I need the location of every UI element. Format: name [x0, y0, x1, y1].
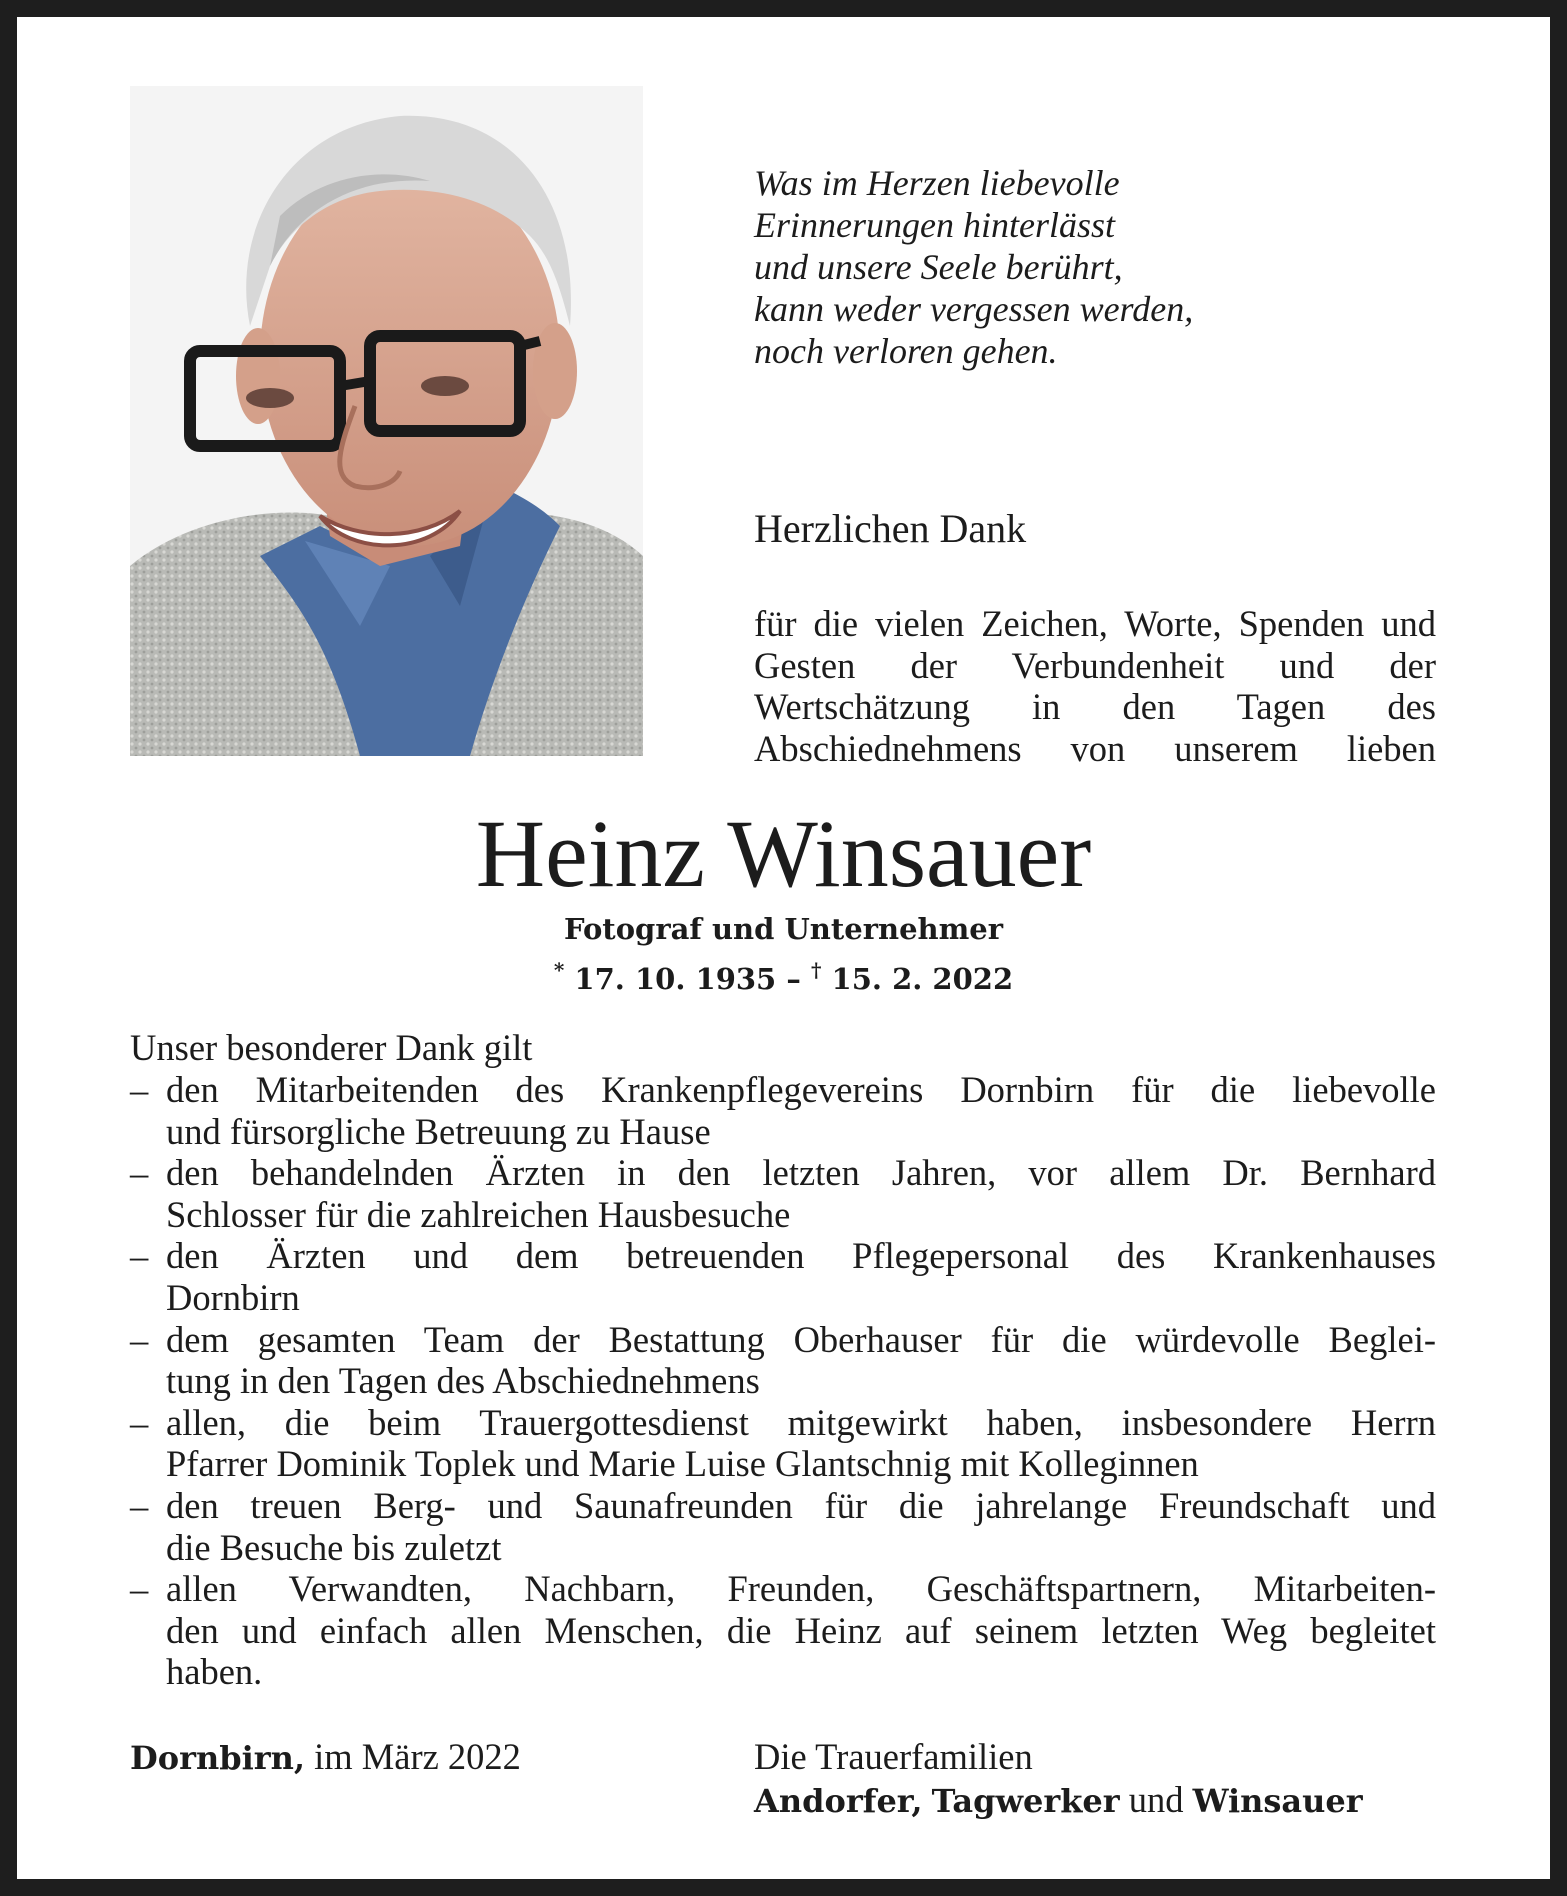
list-item-line: – den Ärzten und dem betreuenden Pflegepersonal des Krankenhauses [166, 1235, 1436, 1277]
portrait-illustration [130, 86, 643, 756]
list-item-line: Dornbirn [166, 1276, 300, 1318]
quote-line: Was im Herzen liebevolle [754, 163, 1120, 203]
quote-line: kann weder vergessen werden, [754, 289, 1194, 329]
list-item-line: – dem gesamten Team der Bestattung Oberhauser für die würdevolle Beglei- [166, 1318, 1436, 1360]
list-item [130, 1235, 1436, 1318]
list-item-line: – den Mitarbeitenden des Krankenpflegevereins Dornbirn für die liebevolle [166, 1069, 1436, 1110]
list-item [130, 1069, 1436, 1152]
list-item-line: – den treuen Berg- und Saunafreunden für die jahrelange Freundschaft und [166, 1484, 1436, 1526]
list-item-line: Pfarrer Dominik Toplek und Marie Luise Glantschnig mit Kolleginnen [166, 1443, 1199, 1485]
special-thanks-list [130, 1069, 1436, 1693]
list-item-line: Schlosser für die zahlreichen Hausbesuche [166, 1193, 791, 1235]
list-item-line: tung in den Tagen des Abschiednehmens [166, 1360, 760, 1402]
deceased-name: Heinz Winsauer [475, 800, 1092, 907]
list-item-line: den und einfach allen Menschen, die Heinz auf seinem letzten Weg begleitet [166, 1609, 1436, 1651]
families-intro: Die Trauerfamilien [754, 1736, 1033, 1777]
portrait-photo [130, 86, 643, 756]
list-item-line: haben. [166, 1651, 263, 1693]
date: im März 2022 [305, 1736, 521, 1777]
birth-symbol: * [553, 958, 565, 982]
thanks-paragraph: für die vielen Zeichen, Worte, Spenden und Gesten der Verbundenheit und der Wertschätzung in den Tagen des Abschiednehmens von unserem lieben [754, 603, 1436, 769]
special-thanks-intro: Unser besonderer Dank gilt [130, 1027, 533, 1068]
list-item [130, 1402, 1436, 1485]
list-item-line: – allen, die beim Trauergottesdienst mitgewirkt haben, insbesondere Herrn [166, 1401, 1436, 1443]
quote-line: noch verloren gehen. [754, 331, 1058, 371]
thanks-heading: Herzlichen Dank [754, 506, 1027, 551]
list-item-line: – den behandelnden Ärzten in den letzten Jahren, vor allem Dr. Bernhard [166, 1152, 1436, 1194]
list-item [130, 1485, 1436, 1568]
list-item [130, 1568, 1436, 1693]
family-name: Andorfer, [754, 1782, 923, 1820]
birth-date: 17. 10. 1935 [574, 962, 777, 996]
conjunction: und [1128, 1779, 1184, 1820]
place: Dornbirn, [130, 1739, 306, 1777]
place-date [130, 1736, 521, 1779]
deceased-profession: Fotograf und Unternehmer [563, 912, 1004, 946]
obituary-page [17, 17, 1550, 1879]
list-item-line: die Besuche bis zuletzt [166, 1526, 502, 1568]
quote-line: und unsere Seele berührt, [754, 247, 1123, 287]
memorial-quote [754, 162, 1514, 372]
list-item-line: und fürsorgliche Betreuung zu Hause [166, 1110, 711, 1152]
mourning-families [754, 1779, 1363, 1822]
quote-line: Erinnerungen hinterlässt [754, 205, 1115, 245]
list-item [130, 1319, 1436, 1402]
life-dates [17, 951, 1550, 998]
list-item-line: – allen Verwandten, Nachbarn, Freunden, Geschäftspartnern, Mitarbeiten- [166, 1568, 1436, 1610]
death-date: 15. 2. 2022 [831, 962, 1014, 996]
family-name: Winsauer [1192, 1782, 1363, 1820]
date-separator: – [776, 962, 811, 996]
list-item [130, 1152, 1436, 1235]
family-name: Tagwerker [931, 1782, 1120, 1820]
death-symbol: † [810, 958, 822, 982]
